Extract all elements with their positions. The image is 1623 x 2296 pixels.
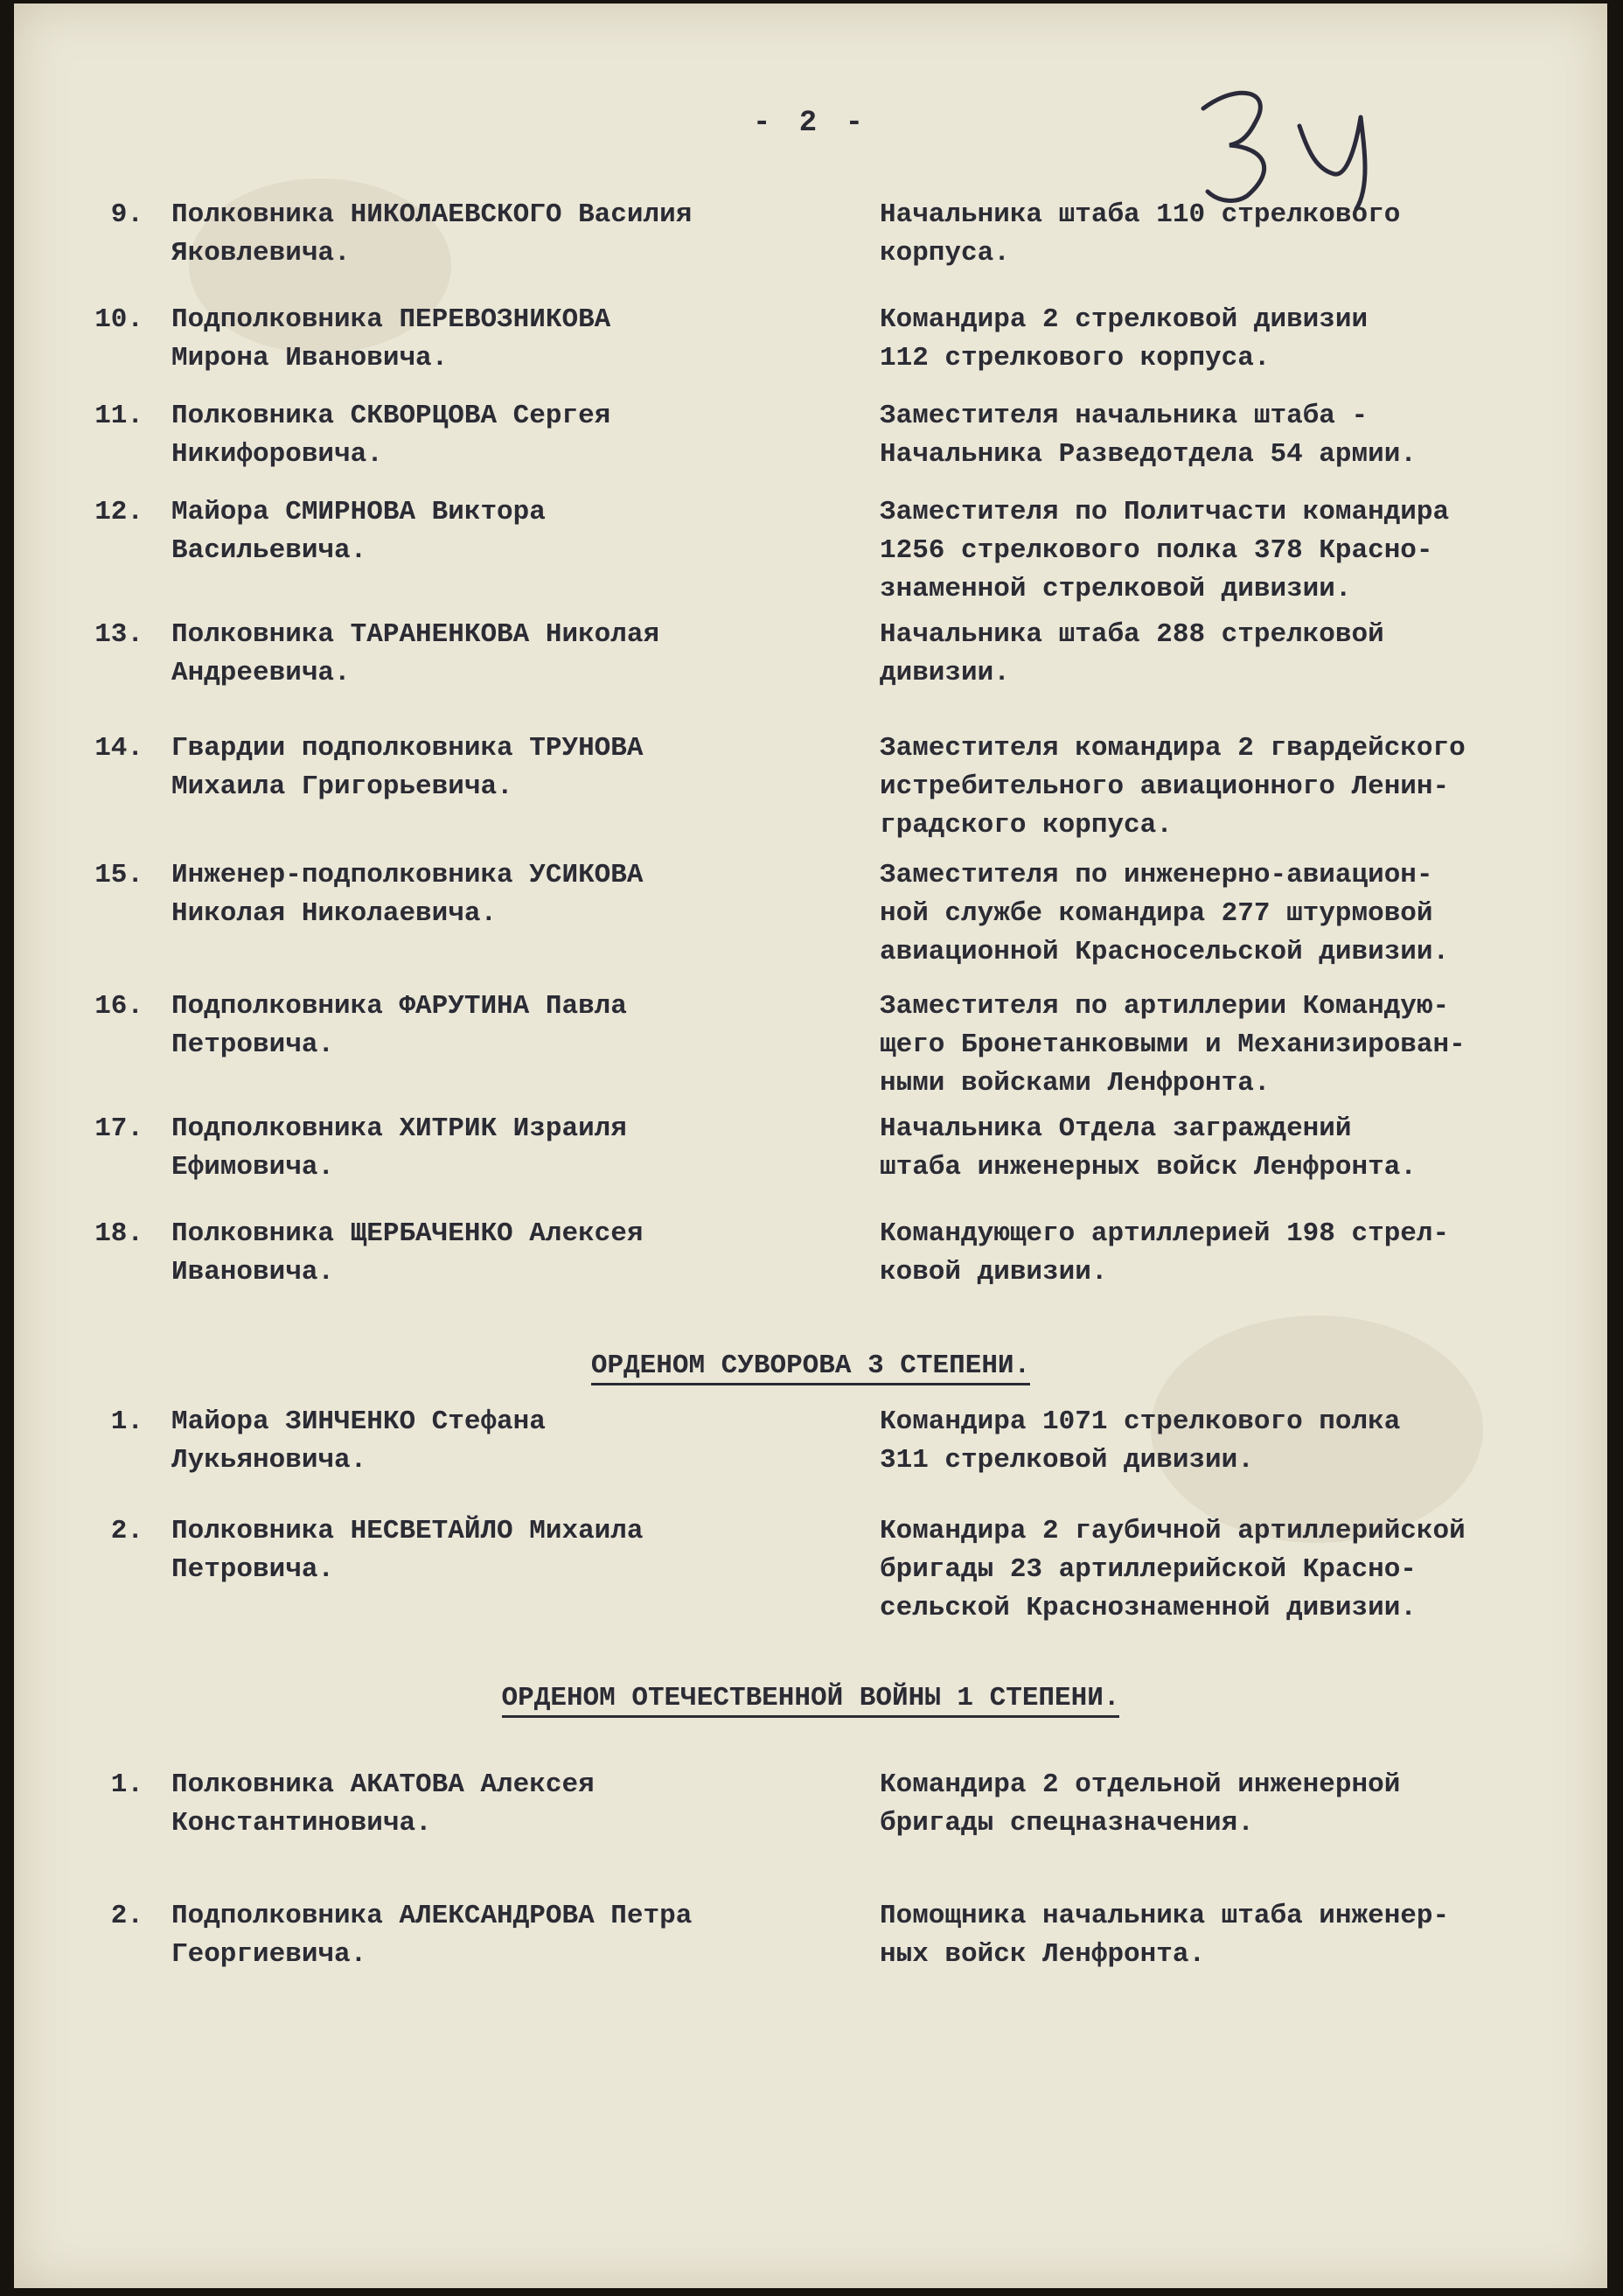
position-line: ных войск Ленфронта. [880,1939,1206,1970]
person-name [171,616,836,693]
person-name [171,1512,836,1589]
person-name [171,1897,836,1974]
position-title [880,301,1579,378]
item-number: 10. [94,304,143,335]
position-line: 311 стрелковой дивизии. [880,1445,1254,1476]
position-line: Начальника штаба 110 стрелкового [880,199,1401,230]
position-line: Командира 2 отдельной инженерной [880,1769,1401,1800]
person-name [171,1110,836,1187]
position-line: ными войсками Ленфронта. [880,1068,1271,1099]
name-line: Георгиевича. [171,1939,367,1970]
position-title [880,1403,1579,1480]
position-line: Заместителя по инженерно-авиацион- [880,860,1433,890]
name-line: Полковника СКВОРЦОВА Сергея [171,401,611,431]
name-line: Майора ЗИНЧЕНКО Стефана [171,1406,546,1437]
name-line: Петровича. [171,1554,335,1585]
item-number: 1. [110,1406,143,1437]
name-line: Полковника АКАТОВА Алексея [171,1769,595,1800]
position-line: Помощника начальника штаба инженер- [880,1901,1450,1931]
position-title [880,1512,1579,1628]
handwritten-signature [1186,73,1413,213]
position-title [880,987,1579,1103]
position-title [880,729,1579,845]
name-line: Полковника ТАРАНЕНКОВА Николая [171,619,660,650]
person-name [171,397,836,474]
name-line: Майора СМИРНОВА Виктора [171,497,546,527]
person-name [171,856,836,933]
item-number: 2. [110,1901,143,1931]
item-number: 18. [94,1218,143,1249]
page-number: - 2 - [752,107,869,140]
document-page [14,3,1607,2288]
position-line: сельской Краснознаменной дивизии. [880,1593,1417,1623]
name-line: Петровича. [171,1029,335,1060]
name-line: Константиновича. [171,1808,432,1839]
name-line: Ивановича. [171,1257,335,1288]
item-number: 11. [94,401,143,431]
name-line: Инженер-подполковника УСИКОВА [171,860,644,890]
name-line: Ефимовича. [171,1152,335,1183]
position-line: корпуса. [880,238,1010,269]
section-heading [14,1350,1607,1381]
name-line: Подполковника ХИТРИК Израиля [171,1113,627,1144]
position-title [880,1110,1579,1187]
position-line: щего Бронетанковыми и Механизирован- [880,1029,1466,1060]
position-title [880,493,1579,609]
name-line: Михаила Григорьевича. [171,771,513,802]
position-line: Командира 1071 стрелкового полка [880,1406,1401,1437]
position-line: ной службе командира 277 штурмовой [880,898,1433,929]
position-line: 1256 стрелкового полка 378 Красно- [880,535,1433,566]
section-heading-text: ОРДЕНОМ ОТЕЧЕСТВЕННОЙ ВОЙНЫ 1 СТЕПЕНИ. [502,1683,1120,1718]
position-line: Командира 2 гаубичной артиллерийской [880,1516,1466,1546]
name-line: Мирона Ивановича. [171,343,449,373]
position-line: градского корпуса. [880,810,1173,841]
person-name [171,1403,836,1480]
position-line: бригады 23 артиллерийской Красно- [880,1554,1417,1585]
position-line: истребительного авиационного Ленин- [880,771,1450,802]
name-line: Подполковника ФАРУТИНА Павла [171,991,627,1022]
position-title [880,1766,1579,1843]
item-number: 1. [110,1769,143,1800]
position-line: бригады спецназначения. [880,1808,1254,1839]
item-number: 13. [94,619,143,650]
name-line: Гвардии подполковника ТРУНОВА [171,733,644,764]
position-title [880,1897,1579,1974]
position-line: Заместителя командира 2 гвардейского [880,733,1466,764]
item-number: 9. [110,199,143,230]
name-line: Никифоровича. [171,439,383,470]
item-number: 14. [94,733,143,764]
name-line: Полковника НЕСВЕТАЙЛО Михаила [171,1516,644,1546]
name-line: Андреевича. [171,658,351,688]
person-name [171,196,836,273]
person-name [171,301,836,378]
position-title [880,1215,1579,1292]
name-line: Яковлевича. [171,238,351,269]
position-line: Заместителя начальника штаба - [880,401,1369,431]
item-number: 12. [94,497,143,527]
person-name [171,1215,836,1292]
position-line: Заместителя по артиллерии Командую- [880,991,1450,1022]
item-number: 15. [94,860,143,890]
position-line: штаба инженерных войск Ленфронта. [880,1152,1417,1183]
position-line: дивизии. [880,658,1010,688]
item-number: 17. [94,1113,143,1144]
position-title [880,397,1579,474]
person-name [171,729,836,806]
name-line: Полковника НИКОЛАЕВСКОГО Василия [171,199,693,230]
name-line: Полковника ЩЕРБАЧЕНКО Алексея [171,1218,644,1249]
position-title [880,196,1579,273]
position-line: Начальника штаба 288 стрелковой [880,619,1384,650]
position-line: Командира 2 стрелковой дивизии [880,304,1369,335]
person-name [171,1766,836,1843]
position-line: Командующего артиллерией 198 стрел- [880,1218,1450,1249]
person-name [171,493,836,570]
section-heading-text: ОРДЕНОМ СУВОРОВА 3 СТЕПЕНИ. [591,1350,1030,1385]
item-number: 2. [110,1516,143,1546]
position-line: Начальника Отдела заграждений [880,1113,1352,1144]
name-line: Лукьяновича. [171,1445,367,1476]
name-line: Подполковника АЛЕКСАНДРОВА Петра [171,1901,693,1931]
person-name [171,987,836,1064]
position-title [880,616,1579,693]
section-heading [14,1683,1607,1713]
position-line: 112 стрелкового корпуса. [880,343,1271,373]
position-line: авиационной Красносельской дивизии. [880,937,1450,967]
position-line: ковой дивизии. [880,1257,1108,1288]
name-line: Васильевича. [171,535,367,566]
name-line: Подполковника ПЕРЕВОЗНИКОВА [171,304,611,335]
position-line: знаменной стрелковой дивизии. [880,574,1352,604]
position-line: Заместителя по Политчасти командира [880,497,1450,527]
name-line: Николая Николаевича. [171,898,498,929]
position-line: Начальника Разведотдела 54 армии. [880,439,1417,470]
item-number: 16. [94,991,143,1022]
position-title [880,856,1579,972]
